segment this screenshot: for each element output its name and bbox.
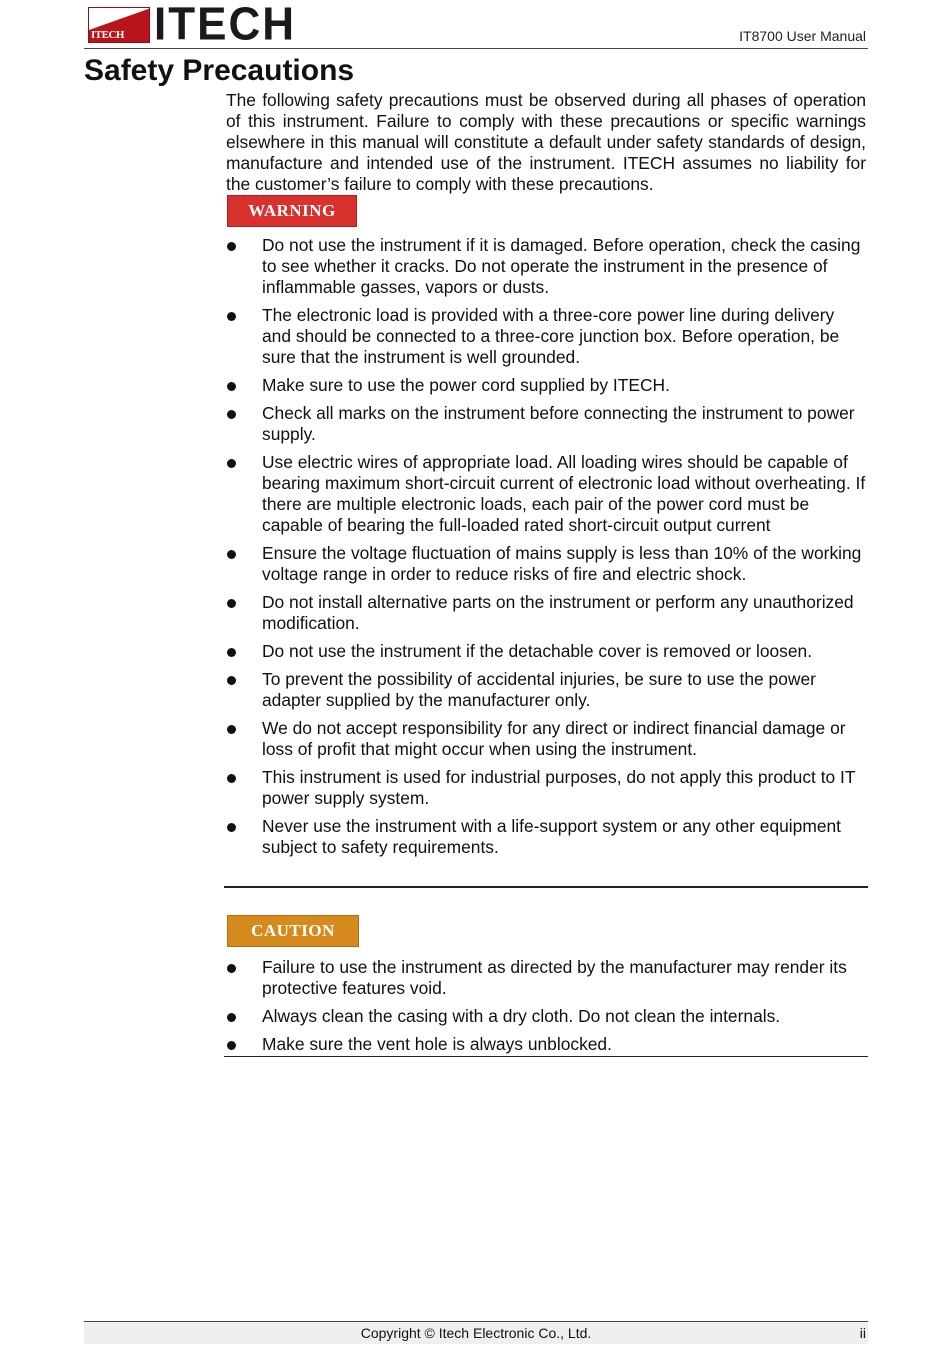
list-item-text: Never use the instrument with a life-support system or any other equipment subject to safety requirements.	[262, 816, 841, 857]
list-item-text: To prevent the possibility of accidental injuries, be sure to use the power adapter supplied by the manufacturer only.	[262, 669, 816, 710]
list-item	[226, 403, 868, 445]
itech-logo	[88, 0, 296, 51]
list-item	[226, 641, 868, 662]
bullet-icon	[227, 676, 236, 685]
logo-wordmark: ITECH	[154, 0, 296, 51]
list-item-text: Do not use the instrument if the detachable cover is removed or loosen.	[262, 641, 813, 661]
list-item	[226, 375, 868, 396]
bullet-icon	[227, 599, 236, 608]
logo-small-text: ITECH	[91, 29, 124, 41]
bullet-icon	[227, 312, 236, 321]
caution-label: CAUTION	[227, 915, 359, 947]
warning-label: WARNING	[227, 195, 357, 227]
section-divider	[224, 886, 868, 888]
bullet-icon	[227, 242, 236, 251]
bullet-icon	[227, 1013, 236, 1022]
list-item	[226, 305, 868, 368]
copyright-text: Copyright © Itech Electronic Co., Ltd.	[360, 1325, 592, 1341]
list-item	[226, 957, 868, 999]
page-header	[84, 0, 868, 51]
list-item-text: Make sure to use the power cord supplied by ITECH.	[262, 375, 670, 395]
page-footer	[84, 1321, 868, 1344]
list-item	[226, 669, 868, 711]
list-item	[226, 235, 868, 298]
list-item	[226, 816, 868, 858]
list-item-text: This instrument is used for industrial purposes, do not apply this product to IT power supply system.	[262, 767, 856, 808]
bullet-icon	[227, 459, 236, 468]
section-divider	[224, 1056, 868, 1057]
list-item-text: Always clean the casing with a dry cloth. Do not clean the internals.	[262, 1006, 781, 1026]
bullet-icon	[227, 1041, 236, 1050]
bullet-icon	[227, 774, 236, 783]
manual-title: IT8700 User Manual	[739, 28, 866, 44]
warning-list	[226, 235, 868, 865]
page-number: ii	[859, 1325, 866, 1341]
bullet-icon	[227, 648, 236, 657]
bullet-icon	[227, 964, 236, 973]
intro-paragraph: The following safety precautions must be observed during all phases of operation of this instrument. Failure to comply with these precautions or specific warnings elsewhere in this manual will constitute a default under safety standards of design, manufacture and intended use of the instrument. ITECH assumes no liability for the customer’s failure to comply with these precautions.	[226, 90, 866, 194]
list-item-text: Use electric wires of appropriate load. All loading wires should be capable of bearing maximum short-circuit current of electronic load without overheating. If there are multiple electronic loads, each pair of the power cord must be capable of bearing the full-loaded rated short-circuit output current	[262, 452, 866, 535]
bullet-icon	[227, 550, 236, 559]
page-title: Safety Precautions	[84, 54, 355, 87]
bullet-icon	[227, 382, 236, 391]
list-item-text: Failure to use the instrument as directed by the manufacturer may render its protective features void.	[262, 957, 847, 998]
list-item	[226, 1006, 868, 1027]
list-item-text: The electronic load is provided with a three-core power line during delivery and should be connected to a three-core junction box. Before operation, be sure that the instrument is well grounded.	[262, 305, 840, 367]
list-item	[226, 592, 868, 634]
list-item-text: Do not use the instrument if it is damaged. Before operation, check the casing to see whether it cracks. Do not operate the instrument in the presence of inflammable gasses, vapors or dusts.	[262, 235, 861, 297]
list-item	[226, 452, 868, 536]
list-item	[226, 767, 868, 809]
list-item-text: Do not install alternative parts on the instrument or perform any unauthorized modification.	[262, 592, 854, 633]
list-item	[226, 543, 868, 585]
list-item	[226, 1034, 868, 1055]
list-item-text: We do not accept responsibility for any direct or indirect financial damage or loss of profit that might occur when using the instrument.	[262, 718, 846, 759]
list-item-text: Ensure the voltage fluctuation of mains supply is less than 10% of the working voltage range in order to reduce risks of fire and electric shock.	[262, 543, 862, 584]
list-item	[226, 718, 868, 760]
bullet-icon	[227, 823, 236, 832]
list-item-text: Check all marks on the instrument before connecting the instrument to power supply.	[262, 403, 855, 444]
bullet-icon	[227, 725, 236, 734]
logo-badge	[88, 7, 150, 43]
bullet-icon	[227, 410, 236, 419]
list-item-text: Make sure the vent hole is always unblocked.	[262, 1034, 612, 1054]
caution-list	[226, 957, 868, 1062]
